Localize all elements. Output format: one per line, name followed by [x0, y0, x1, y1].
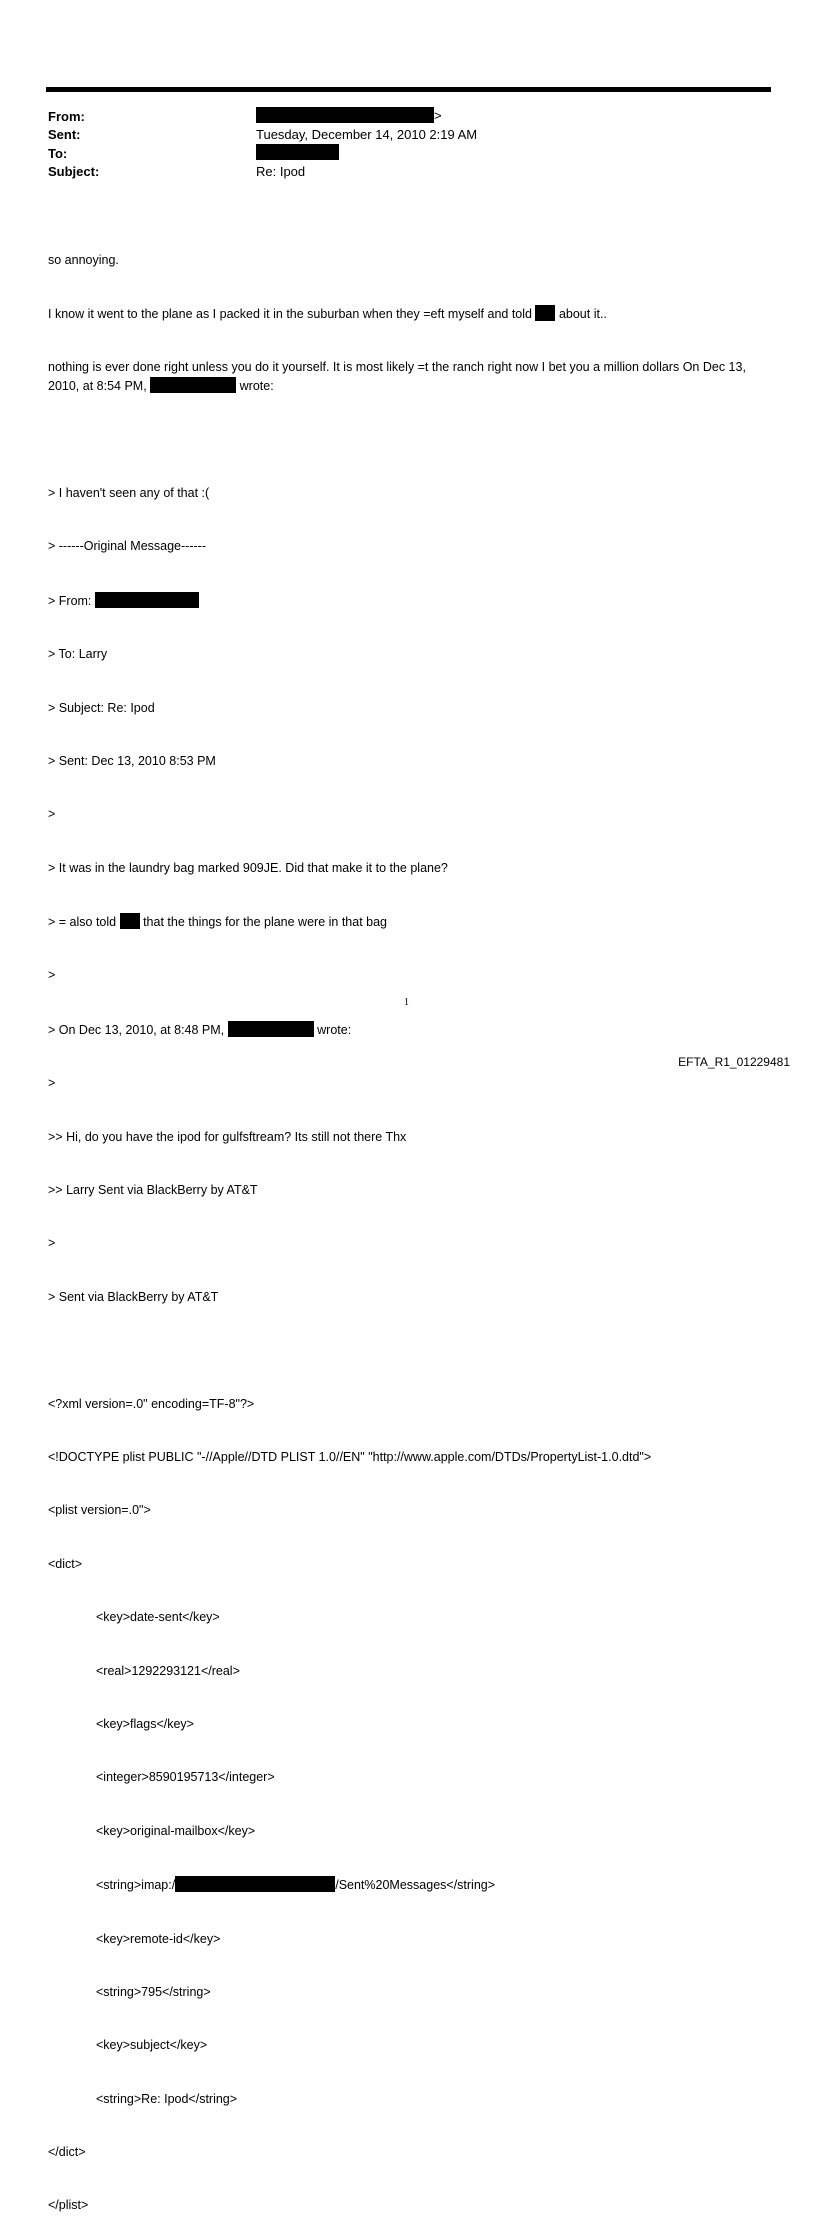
body-text: > = also told	[48, 915, 117, 930]
plist-line	[48, 1876, 768, 1895]
quote-line: > To: Larry	[48, 647, 108, 662]
redaction-block	[150, 377, 236, 393]
quote-line: > Sent via BlackBerry by AT&T	[48, 1289, 219, 1304]
plist-line: <dict>	[48, 1556, 83, 1571]
plist-line: <key>subject</key>	[96, 2038, 208, 2053]
quote-line: > It was in the laundry bag marked 909JE. Did that make it to the plane?	[48, 860, 448, 875]
quote-line: >	[48, 1236, 56, 1251]
plist-line: <plist version=.0">	[48, 1503, 151, 1518]
plist-line: <string>Re: Ipod</string>	[96, 2091, 238, 2106]
quote-line	[48, 592, 768, 611]
redaction-block	[175, 1876, 335, 1892]
sent-value: Tuesday, December 14, 2010 2:19 AM	[256, 127, 478, 142]
plist-line: <key>date-sent</key>	[96, 1610, 220, 1625]
plist-line: <key>flags</key>	[96, 1716, 194, 1731]
quote-line: > I haven't seen any of that :(	[48, 485, 210, 500]
redaction-block	[535, 305, 555, 321]
from-label: From:	[48, 109, 85, 124]
body-text: nothing is ever done right unless you do it yourself. It is most likely =t the ranch right now I bet you a million dollars On Dec 13, 2010, at 8:54 PM,	[48, 360, 746, 394]
subject-label: Subject:	[48, 164, 100, 179]
body-text: /Sent%20Messages</string>	[335, 1878, 496, 1893]
quote-line: >	[48, 807, 56, 822]
body-text: about it..	[558, 306, 607, 321]
body-text: I know it went to the plane as I packed it in the suburban when they =eft myself and told	[48, 306, 532, 321]
plist-line: <string>795</string>	[96, 1984, 211, 1999]
email-body	[48, 216, 768, 2233]
body-text: wrote:	[239, 379, 274, 394]
plist-line: </dict>	[48, 2145, 86, 2160]
body-text: > On Dec 13, 2010, at 8:48 PM,	[48, 1022, 225, 1037]
sent-label: Sent:	[48, 127, 81, 142]
body-line	[48, 305, 768, 324]
redaction-block	[256, 144, 339, 160]
quote-line	[48, 913, 768, 932]
plist-line: <real>1292293121</real>	[96, 1663, 240, 1678]
page-number: 1	[404, 997, 409, 1008]
quote-line: > ------Original Message------	[48, 539, 206, 554]
quote-line: >	[48, 1076, 56, 1091]
to-label: To:	[48, 146, 68, 161]
plist-line: </plist>	[48, 2198, 89, 2213]
bates-number: EFTA_R1_01229481	[678, 1055, 790, 1069]
body-text: that the things for the plane were in that bag	[143, 915, 387, 930]
quote-line: > Subject: Re: Ipod	[48, 700, 155, 715]
quote-line	[48, 1021, 768, 1040]
blank-line	[48, 1342, 768, 1360]
subject-value: Re: Ipod	[256, 164, 306, 179]
quote-line: > Sent: Dec 13, 2010 8:53 PM	[48, 753, 216, 768]
redaction-block	[120, 913, 140, 929]
quote-line: >	[48, 968, 56, 983]
redaction-block	[256, 107, 434, 123]
body-text: <string>imap:/	[96, 1878, 176, 1893]
blank-line	[48, 432, 768, 450]
plist-line: <!DOCTYPE plist PUBLIC "-//Apple//DTD PLIST 1.0//EN" "http://www.apple.com/DTDs/PropertyList-1.0.dtd">	[48, 1449, 652, 1464]
plist-line: <key>remote-id</key>	[96, 1931, 221, 1946]
plist-line: <key>original-mailbox</key>	[96, 1823, 256, 1838]
body-line: so annoying.	[48, 252, 119, 267]
to-value	[256, 144, 339, 161]
redaction-block	[228, 1021, 314, 1037]
body-line	[48, 359, 768, 396]
body-text: wrote:	[317, 1022, 352, 1037]
header-rule	[46, 87, 771, 92]
plist-line: <integer>8590195713</integer>	[96, 1770, 275, 1785]
from-value	[256, 107, 442, 124]
quote-line: >> Larry Sent via BlackBerry by AT&T	[48, 1183, 258, 1198]
body-text: > From:	[48, 593, 92, 608]
plist-line: <?xml version=.0" encoding=TF-8"?>	[48, 1396, 255, 1411]
from-suffix: >	[434, 108, 442, 123]
quote-line: >> Hi, do you have the ipod for gulfsftream? Its still not there Thx	[48, 1129, 407, 1144]
redaction-block	[95, 592, 199, 608]
